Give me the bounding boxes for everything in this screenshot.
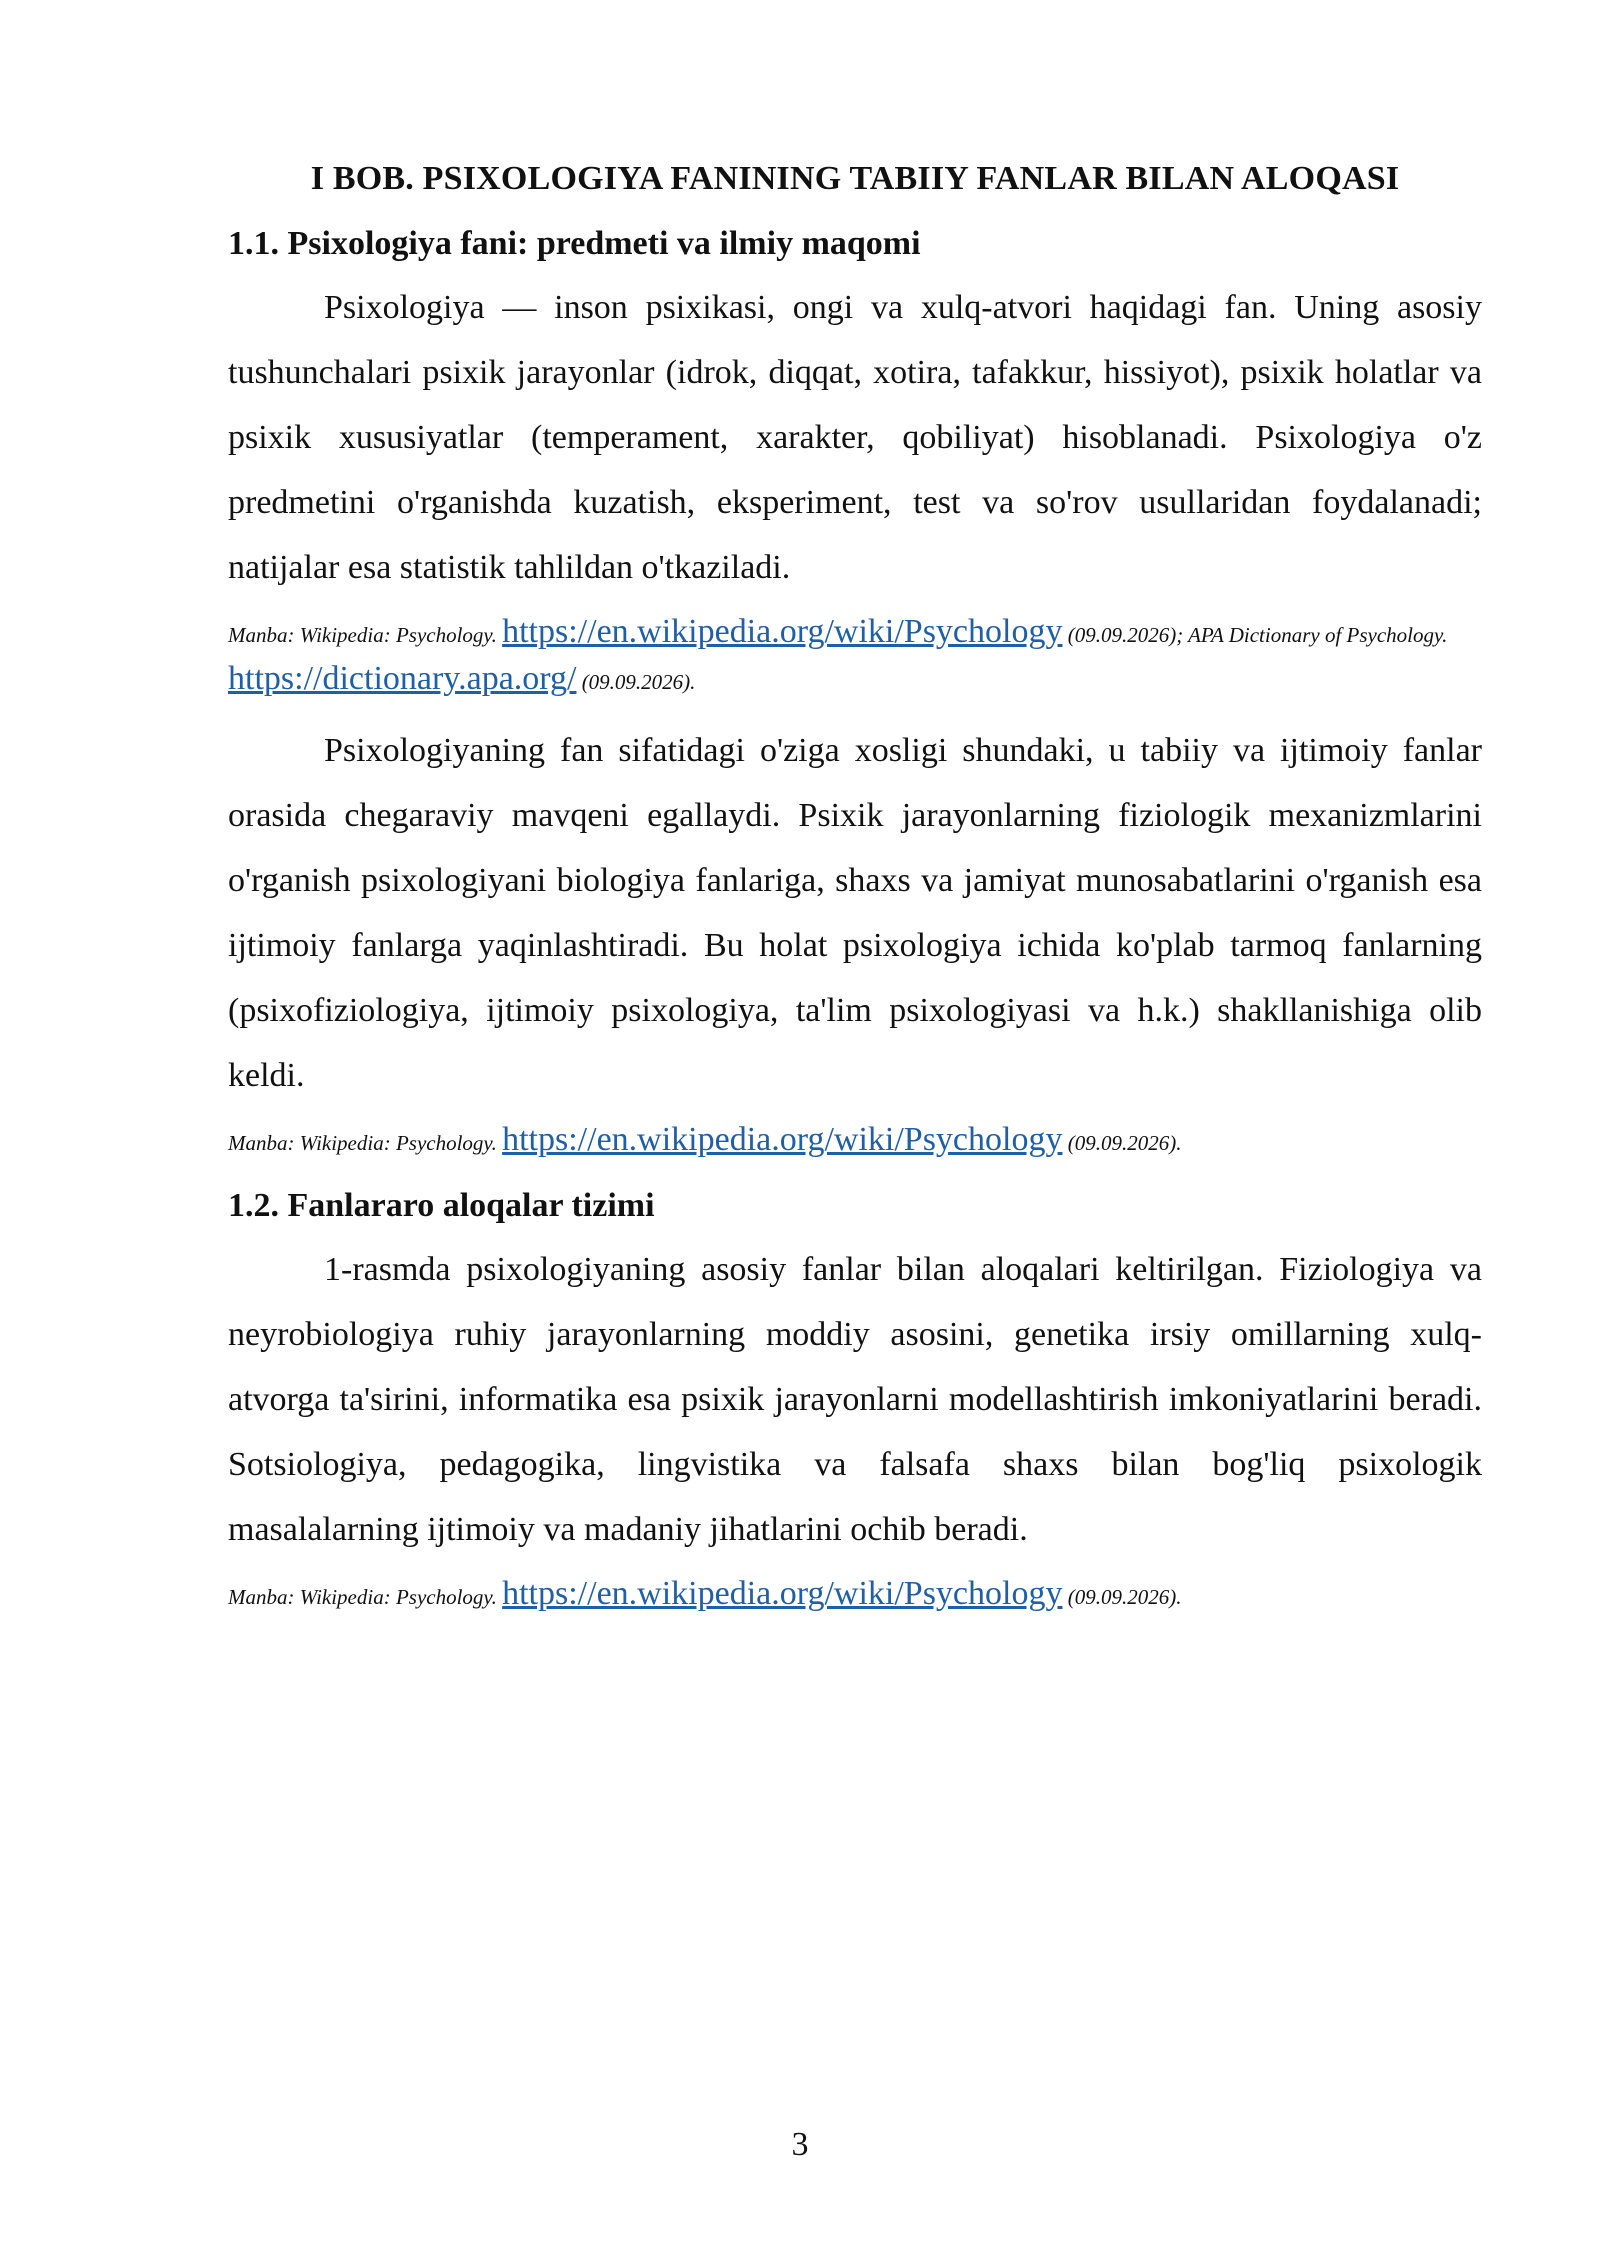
source-suffix: (09.09.2026).: [576, 670, 696, 694]
source-note: [228, 1118, 1482, 1165]
source-link[interactable]: https://en.wikipedia.org/wiki/Psychology: [502, 1121, 1063, 1158]
source-suffix: (09.09.2026).: [1062, 1131, 1182, 1155]
source-note: [228, 610, 1482, 704]
source-suffix: (09.09.2026).: [1062, 1585, 1182, 1609]
body-paragraph: 1-rasmda psixologiyaning asosiy fanlar bilan aloqalari keltirilgan. Fiziologiya va neyrobiologiya ruhiy jarayonlarning moddiy asosini, genetika irsiy omillarning xulq-atvorga ta'sirini, informatika esa psixik jarayonlarni modellashtirish imkoniyatlarini beradi. Sotsiologiya, pedagogika, lingvistika va falsafa shaxs bilan bog'liq psixologik masalalarning ijtimoiy va madaniy jihatlarini ochib beradi.: [228, 1251, 1482, 1548]
source-link[interactable]: https://en.wikipedia.org/wiki/Psychology: [502, 613, 1063, 650]
page-number: 3: [791, 2126, 809, 2163]
source-link[interactable]: https://dictionary.apa.org/: [228, 660, 577, 697]
document-page: [228, 140, 1482, 1633]
source-note: [228, 1572, 1482, 1619]
section-title: 1.1. Psixologiya fani: predmeti va ilmiy maqomi: [228, 225, 921, 262]
source-prefix: Manba: Wikipedia: Psychology.: [228, 1131, 503, 1155]
source-prefix: Manba: Wikipedia: Psychology.: [228, 1585, 503, 1609]
body-paragraph: Psixologiyaning fan sifatidagi o'ziga xosligi shundaki, u tabiiy va ijtimoiy fanlar orasida chegaraviy mavqeni egallaydi. Psixik jarayonlarning fiziologik mexanizmlarini o'rganish psixologiyani biologiya fanlariga, shaxs va jamiyat munosabatlarini o'rganish esa ijtimoiy fanlarga yaqinlashtiradi. Bu holat psixologiya ichida ko'plab tarmoq fanlarning (psixofiziologiya, ijtimoiy psixologiya, ta'lim psixologiyasi va h.k.) shakllanishiga olib keldi.: [228, 732, 1482, 1094]
source-prefix: Manba: Wikipedia: Psychology.: [228, 623, 503, 647]
source-link[interactable]: https://en.wikipedia.org/wiki/Psychology: [502, 1575, 1063, 1612]
source-middle: (09.09.2026); APA Dictionary of Psychology.: [1062, 623, 1448, 647]
chapter-title: I BOB. PSIXOLOGIYA FANINING TABIIY FANLAR BILAN ALOQASI: [310, 160, 1400, 197]
body-paragraph: Psixologiya — inson psixikasi, ongi va xulq-atvori haqidagi fan. Uning asosiy tushunchalari psixik jarayonlar (idrok, diqqat, xotira, tafakkur, hissiyot), psixik holatlar va psixik xususiyatlar (temperament, xarakter, qobiliyat) hisoblanadi. Psixologiya o'z predmetini o'rganishda kuzatish, eksperiment, test va so'rov usullaridan foydalanadi; natijalar esa statistik tahlildan o'tkaziladi.: [228, 289, 1482, 586]
section-title: 1.2. Fanlararo aloqalar tizimi: [228, 1187, 655, 1224]
